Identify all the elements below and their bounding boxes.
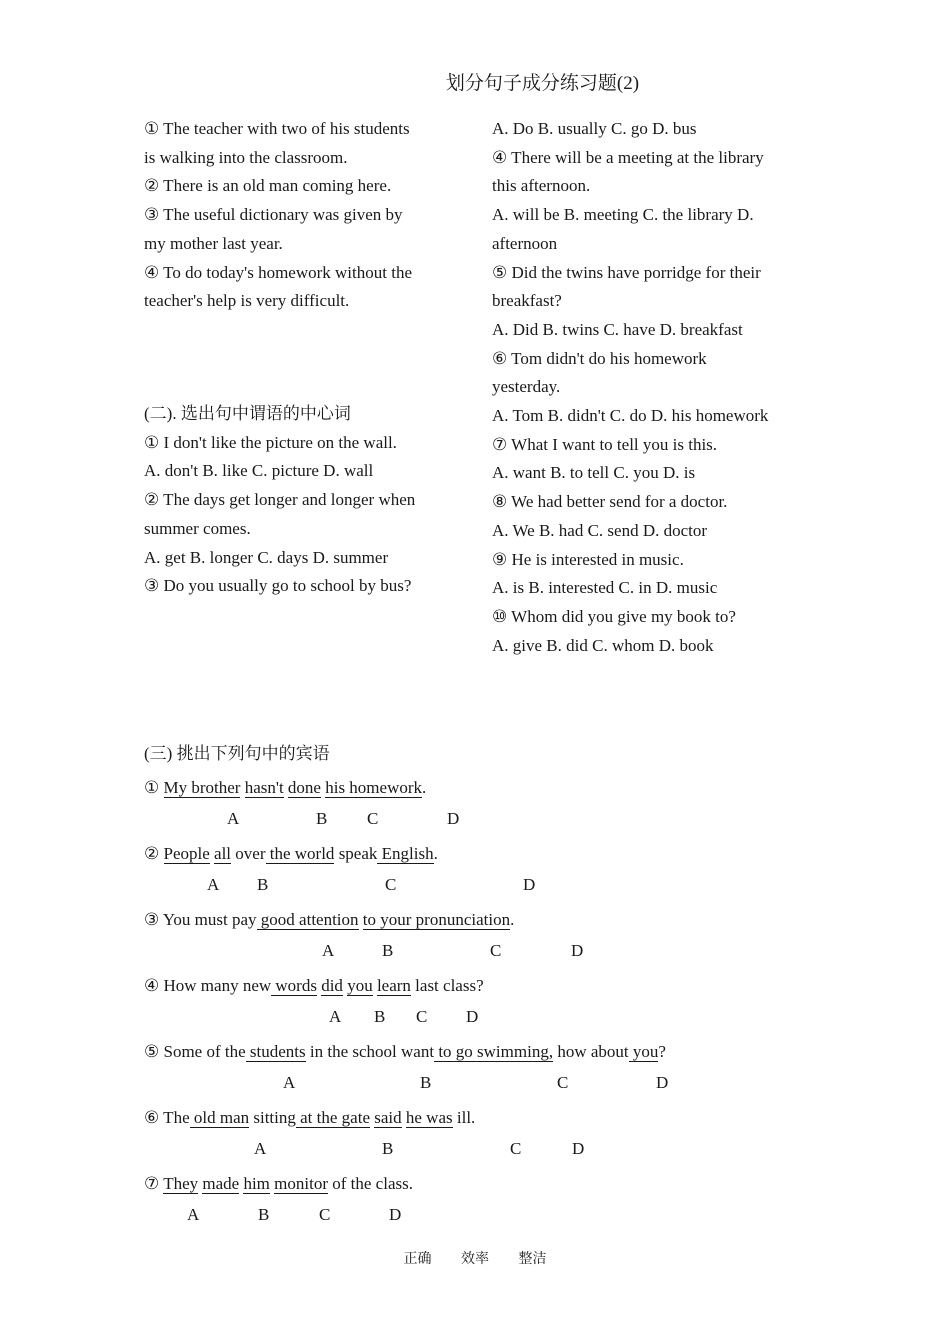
left-column xyxy=(144,115,464,316)
option-letter: C xyxy=(510,1139,522,1158)
question-sentence xyxy=(144,776,426,800)
option-letters xyxy=(144,1073,844,1095)
option-letter: C xyxy=(490,941,502,960)
sentence-segment: how about xyxy=(553,1042,629,1061)
underlined-segment: him xyxy=(243,1174,270,1193)
text-line: A. want B. to tell C. you D. is xyxy=(492,463,696,483)
text-line: this afternoon. xyxy=(492,176,591,196)
option-letter: D xyxy=(389,1205,402,1224)
footer-word: 效率 xyxy=(461,1252,489,1267)
option-letter: D xyxy=(572,1139,585,1158)
underlined-segment: English xyxy=(377,844,434,863)
text-line: A. We B. had C. send D. doctor xyxy=(492,520,708,540)
option-letter: B xyxy=(257,875,269,894)
text-line: ① I don't like the picture on the wall. xyxy=(144,432,397,452)
sentence-segment: ? xyxy=(658,1042,666,1061)
option-letters xyxy=(144,1007,844,1029)
text-line: ⑦ What I want to tell you is this. xyxy=(492,434,718,454)
underlined-segment: good attention xyxy=(256,910,359,929)
option-letter: A xyxy=(254,1139,267,1158)
question-sentence xyxy=(144,842,438,866)
text-line: ⑤ Did the twins have porridge for their xyxy=(492,262,761,282)
option-letter: B xyxy=(420,1073,432,1092)
question-sentence xyxy=(144,908,514,932)
text-line: ⑥ Tom didn't do his homework xyxy=(492,348,707,368)
underlined-segment: all xyxy=(214,844,232,863)
question-sentence xyxy=(144,1106,475,1130)
underlined-segment: old man xyxy=(189,1108,250,1127)
question-sentence xyxy=(144,1172,413,1196)
underlined-segment: his homework xyxy=(325,778,423,797)
text-line: A. is B. interested C. in D. music xyxy=(492,578,718,598)
underlined-segment: My brother xyxy=(163,778,241,797)
option-letter: A xyxy=(329,1007,342,1026)
sentence-segment: speak xyxy=(334,844,378,863)
option-letter: D xyxy=(523,875,536,894)
option-letters xyxy=(144,1205,844,1227)
underlined-segment: monitor xyxy=(274,1174,328,1193)
option-letter: C xyxy=(319,1205,331,1224)
option-letter: B xyxy=(316,809,328,828)
option-letters xyxy=(144,1139,844,1161)
sentence-segment: over xyxy=(231,844,266,863)
sentence-segment: . xyxy=(510,910,515,929)
text-line: A. Did B. twins C. have D. breakfast xyxy=(492,319,743,339)
question-list xyxy=(144,776,844,1238)
underlined-segment: learn xyxy=(376,976,411,995)
question xyxy=(144,776,844,842)
question xyxy=(144,842,844,908)
question xyxy=(144,908,844,974)
text-line: A. get B. longer C. days D. summer xyxy=(144,547,389,567)
question xyxy=(144,974,844,1040)
sentence-segment: ⑤ Some of the xyxy=(144,1042,246,1061)
sentence-segment: ① xyxy=(144,778,164,797)
text-line: ③ The useful dictionary was given by xyxy=(144,205,403,225)
underlined-segment: at the gate xyxy=(295,1108,370,1127)
section-heading: (二). 选出句中谓语的中心词 xyxy=(144,404,351,423)
underlined-segment: done xyxy=(287,778,321,797)
option-letter: B xyxy=(382,1139,394,1158)
option-letter: A xyxy=(283,1073,296,1092)
text-line: is walking into the classroom. xyxy=(144,147,348,167)
underlined-segment: said xyxy=(374,1108,402,1127)
sentence-segment: of the class. xyxy=(328,1174,413,1193)
option-letter: D xyxy=(571,941,584,960)
option-letter: B xyxy=(374,1007,386,1026)
underlined-segment: to your pronunciation xyxy=(362,910,511,929)
text-line: ④ There will be a meeting at the library xyxy=(492,147,764,167)
option-letter: A xyxy=(207,875,220,894)
text-line: ⑩ Whom did you give my book to? xyxy=(492,606,736,626)
footer xyxy=(0,1248,950,1268)
sentence-segment: ⑦ xyxy=(144,1174,164,1193)
underlined-segment: he was xyxy=(405,1108,453,1127)
sentence-segment: last class? xyxy=(410,976,484,995)
option-letter: D xyxy=(466,1007,479,1026)
page-title: 划分句子成分练习题(2) xyxy=(445,73,640,94)
text-line: ⑧ We had better send for a doctor. xyxy=(492,492,728,512)
section-heading: (三) 挑出下列句中的宾语 xyxy=(144,744,330,763)
underlined-segment: made xyxy=(202,1174,240,1193)
option-letter: A xyxy=(187,1205,200,1224)
option-letter: A xyxy=(322,941,335,960)
question xyxy=(144,1040,844,1106)
option-letters xyxy=(144,809,844,831)
underlined-segment: hasn't xyxy=(244,778,284,797)
footer-word: 整洁 xyxy=(518,1252,547,1267)
underlined-segment: to go swimming, xyxy=(434,1042,554,1061)
footer-word: 正确 xyxy=(403,1252,432,1267)
question xyxy=(144,1172,844,1238)
sentence-segment: . xyxy=(433,844,438,863)
option-letter: A xyxy=(227,809,240,828)
text-line: A. will be B. meeting C. the library D. xyxy=(492,205,754,225)
text-line: breakfast? xyxy=(492,291,562,311)
sentence-segment: ② xyxy=(144,844,164,863)
text-line: A. give B. did C. whom D. book xyxy=(492,635,714,655)
text-line: my mother last year. xyxy=(144,233,283,253)
question-sentence xyxy=(144,974,484,998)
option-letter: B xyxy=(382,941,394,960)
option-letter: C xyxy=(367,809,379,828)
text-line: A. don't B. like C. picture D. wall xyxy=(144,461,374,481)
sentence-segment: ③ You must pay xyxy=(144,910,257,929)
option-letter: C xyxy=(557,1073,569,1092)
text-line: yesterday. xyxy=(492,377,561,397)
underlined-segment: you xyxy=(628,1042,659,1061)
option-letter: C xyxy=(385,875,397,894)
sentence-segment: ⑥ The xyxy=(144,1108,190,1127)
section-two xyxy=(144,400,464,601)
text-line: ④ To do today's homework without the xyxy=(144,262,412,282)
underlined-segment: did xyxy=(321,976,343,995)
text-line: afternoon xyxy=(492,233,558,253)
text-line: ③ Do you usually go to school by bus? xyxy=(144,576,412,596)
text-line: ② There is an old man coming here. xyxy=(144,176,392,196)
underlined-segment: the world xyxy=(265,844,335,863)
text-line: A. Tom B. didn't C. do D. his homework xyxy=(492,406,769,426)
question xyxy=(144,1106,844,1172)
section-three xyxy=(144,740,844,1238)
question-sentence xyxy=(144,1040,666,1064)
underlined-segment: you xyxy=(347,976,373,995)
option-letter: D xyxy=(447,809,460,828)
text-line: ① The teacher with two of his students xyxy=(144,119,410,138)
text-line: ⑨ He is interested in music. xyxy=(492,549,684,569)
sentence-segment: ill. xyxy=(452,1108,476,1127)
sentence-segment: . xyxy=(422,778,427,797)
text-line: summer comes. xyxy=(144,518,251,538)
underlined-segment: words xyxy=(271,976,317,995)
option-letter: C xyxy=(416,1007,428,1026)
option-letters xyxy=(144,941,844,963)
option-letter: B xyxy=(258,1205,270,1224)
text-line: teacher's help is very difficult. xyxy=(144,291,350,311)
option-letters xyxy=(144,875,844,897)
sentence-segment: in the school want xyxy=(305,1042,435,1061)
underlined-segment: People xyxy=(163,844,210,863)
underlined-segment: students xyxy=(245,1042,306,1061)
text-line: ② The days get longer and longer when xyxy=(144,490,416,510)
text-line: A. Do B. usually C. go D. bus xyxy=(492,119,697,138)
underlined-segment: They xyxy=(163,1174,199,1193)
right-column xyxy=(492,115,822,660)
option-letter: D xyxy=(656,1073,669,1092)
sentence-segment: sitting xyxy=(249,1108,296,1127)
sentence-segment: ④ How many new xyxy=(144,976,272,995)
